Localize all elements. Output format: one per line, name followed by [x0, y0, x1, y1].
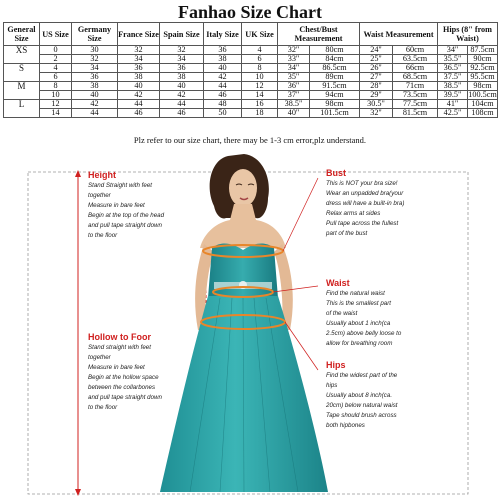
cell-chest-in: 34" — [278, 64, 310, 73]
cell-us: 10 — [40, 91, 72, 100]
cell-hips-cm: 104cm — [468, 100, 498, 109]
header-chest: Chest/Bust Measurement — [278, 23, 360, 46]
header-general: General Size — [4, 23, 40, 46]
cell-waist-in: 27" — [360, 73, 393, 82]
cell-hips-in: 35.5" — [438, 55, 468, 64]
cell-uk: 4 — [242, 46, 278, 55]
cell-hips-in: 36.5" — [438, 64, 468, 73]
cell-hips-cm: 92.5cm — [468, 64, 498, 73]
general-size-cell: S — [4, 64, 40, 73]
cell-spain: 38 — [160, 73, 204, 82]
cell-france: 44 — [118, 100, 160, 109]
cell-chest-in: 35" — [278, 73, 310, 82]
cell-hips-cm: 98cm — [468, 82, 498, 91]
cell-us: 4 — [40, 64, 72, 73]
cell-france: 40 — [118, 82, 160, 91]
hollow-label: Hollow to Foor — [88, 332, 151, 342]
hips-description: Find the widest part of the hips Usually about 8 inch(ca. 20cm) below natural waist Tape should brush across both hipbones — [326, 372, 398, 429]
cell-spain: 34 — [160, 55, 204, 64]
cell-germany: 38 — [72, 82, 118, 91]
cell-spain: 40 — [160, 82, 204, 91]
cell-us: 6 — [40, 73, 72, 82]
cell-waist-cm: 81.5cm — [393, 109, 438, 118]
general-size-cell: XS — [4, 46, 40, 55]
header-hips: Hips (8" from Waist) — [438, 23, 498, 46]
cell-spain: 46 — [160, 109, 204, 118]
cell-hips-cm: 90cm — [468, 55, 498, 64]
cell-germany: 32 — [72, 55, 118, 64]
cell-waist-in: 26" — [360, 64, 393, 73]
header-us: US Size — [40, 23, 72, 46]
cell-waist-cm: 71cm — [393, 82, 438, 91]
cell-chest-cm: 98cm — [310, 100, 360, 109]
cell-waist-cm: 66cm — [393, 64, 438, 73]
header-france: France Size — [118, 23, 160, 46]
cell-germany: 30 — [72, 46, 118, 55]
header-spain: Spain Size — [160, 23, 204, 46]
cell-germany: 44 — [72, 109, 118, 118]
cell-chest-cm: 89cm — [310, 73, 360, 82]
cell-us: 2 — [40, 55, 72, 64]
cell-chest-cm: 101.5cm — [310, 109, 360, 118]
header-germany: Germany Size — [72, 23, 118, 46]
cell-hips-cm: 87.5cm — [468, 46, 498, 55]
cell-chest-cm: 94cm — [310, 91, 360, 100]
cell-chest-in: 38.5" — [278, 100, 310, 109]
cell-hips-in: 39.5" — [438, 91, 468, 100]
cell-spain: 36 — [160, 64, 204, 73]
cell-hips-cm: 100.5cm — [468, 90, 497, 99]
cell-waist-in: 25" — [360, 55, 393, 64]
cell-uk: 10 — [242, 73, 278, 82]
general-size-cell: M — [4, 82, 40, 91]
cell-waist-cm: 73.5cm — [393, 91, 438, 100]
cell-us: 8 — [40, 82, 72, 91]
cell-waist-in: 30.5" — [360, 100, 393, 109]
cell-us: 0 — [40, 46, 72, 55]
cell-chest-cm: 91.5cm — [310, 82, 360, 91]
cell-france: 42 — [118, 91, 160, 100]
general-size-cell — [4, 73, 40, 82]
cell-uk: 18 — [242, 109, 278, 118]
cell-france: 34 — [118, 55, 160, 64]
general-size-cell — [4, 91, 40, 100]
cell-chest-cm: 84cm — [310, 55, 360, 64]
cell-uk: 12 — [242, 82, 278, 91]
cell-hips-in: 42.5" — [438, 109, 468, 118]
cell-spain: 32 — [160, 46, 204, 55]
cell-us: 12 — [40, 100, 72, 109]
size-note: Plz refer to our size chart, there may be 1-3 cm error,plz understand. — [133, 135, 367, 145]
cell-italy: 40 — [204, 64, 242, 73]
cell-hips-cm: 108cm — [468, 109, 498, 118]
waist-description: Find the natural waist This is the smallest part of the waist Usually about 1 inch(ca 2.5cm) above belly loose to allow for breathing room — [326, 290, 402, 347]
bust-label: Bust — [326, 168, 346, 178]
shoulders — [200, 204, 286, 248]
cell-germany: 40 — [72, 91, 118, 100]
cell-italy: 42 — [204, 73, 242, 82]
face — [229, 169, 257, 207]
cell-waist-cm: 77.5cm — [393, 100, 438, 109]
cell-waist-in: 28" — [360, 82, 393, 91]
cell-waist-cm: 60cm — [393, 46, 438, 55]
table-body — [4, 46, 498, 118]
hollow-description: Stand straight with feet together Measure in bare feet Begin at the hollow space between the collarbones and pull tape straight down to the floor — [88, 344, 162, 411]
height-arrow-bottom — [75, 489, 81, 496]
cell-waist-in: 24" — [360, 46, 393, 55]
cell-chest-in: 33" — [278, 55, 310, 64]
table-header-row — [4, 23, 498, 46]
header-uk: UK Size — [242, 23, 278, 46]
cell-italy: 46 — [204, 91, 242, 100]
cell-chest-cm: 80cm — [310, 46, 360, 55]
cell-waist-cm: 63.5cm — [393, 55, 438, 64]
cell-uk: 6 — [242, 55, 278, 64]
cell-hips-in: 38.5" — [438, 82, 468, 91]
cell-chest-in: 32" — [278, 46, 310, 55]
cell-hips-in: 34" — [438, 46, 468, 55]
header-waist: Waist Measurement — [360, 23, 438, 46]
cell-chest-in: 40" — [278, 109, 310, 118]
cell-hips-in: 41" — [438, 100, 468, 109]
cell-germany: 42 — [72, 100, 118, 109]
cell-italy: 50 — [204, 109, 242, 118]
cell-chest-in: 37" — [278, 91, 310, 100]
header-italy: Italy Size — [204, 23, 242, 46]
dress-photo — [0, 148, 500, 500]
general-size-cell: L — [4, 100, 40, 109]
cell-waist-in: 32" — [360, 109, 393, 118]
waist-label: Waist — [326, 278, 350, 288]
height-description: Stand Straight with feet together Measure in bare feet Begin at the top of the head and pull tape straight down to the floor — [88, 182, 165, 239]
cell-france: 36 — [118, 64, 160, 73]
hips-label: Hips — [326, 360, 346, 370]
cell-italy: 38 — [204, 55, 242, 64]
cell-france: 46 — [118, 109, 160, 118]
cell-uk: 16 — [242, 100, 278, 109]
cell-france: 38 — [118, 73, 160, 82]
cell-germany: 36 — [72, 73, 118, 82]
cell-waist-in: 29" — [360, 91, 393, 100]
cell-italy: 48 — [204, 100, 242, 109]
cell-germany: 34 — [72, 64, 118, 73]
cell-hips-in: 37.5" — [438, 73, 468, 82]
cell-chest-cm: 86.5cm — [310, 64, 360, 73]
cell-hips-cm: 95.5cm — [468, 73, 498, 82]
cell-italy: 36 — [204, 46, 242, 55]
size-table — [3, 22, 498, 118]
cell-spain: 42 — [160, 91, 204, 100]
table-row — [4, 109, 498, 118]
cell-uk: 8 — [242, 64, 278, 73]
cell-chest-in: 36" — [278, 82, 310, 91]
bust-description: This is NOT your bra size! Wear an unpadded bra(your dress will have a built-in bra) Relax arms at sides Pull tape across the fullest part of the bust — [326, 180, 405, 237]
cell-uk: 14 — [242, 91, 278, 100]
general-size-cell — [4, 55, 40, 64]
cell-us: 14 — [40, 109, 72, 118]
cell-france: 32 — [118, 46, 160, 55]
height-label: Height — [88, 170, 116, 180]
height-arrow-top — [75, 170, 81, 177]
cell-waist-cm: 68.5cm — [393, 73, 438, 82]
cell-italy: 44 — [204, 82, 242, 91]
cell-spain: 44 — [160, 100, 204, 109]
general-size-cell — [4, 109, 40, 118]
chart-title: Fanhao Size Chart — [178, 2, 322, 22]
